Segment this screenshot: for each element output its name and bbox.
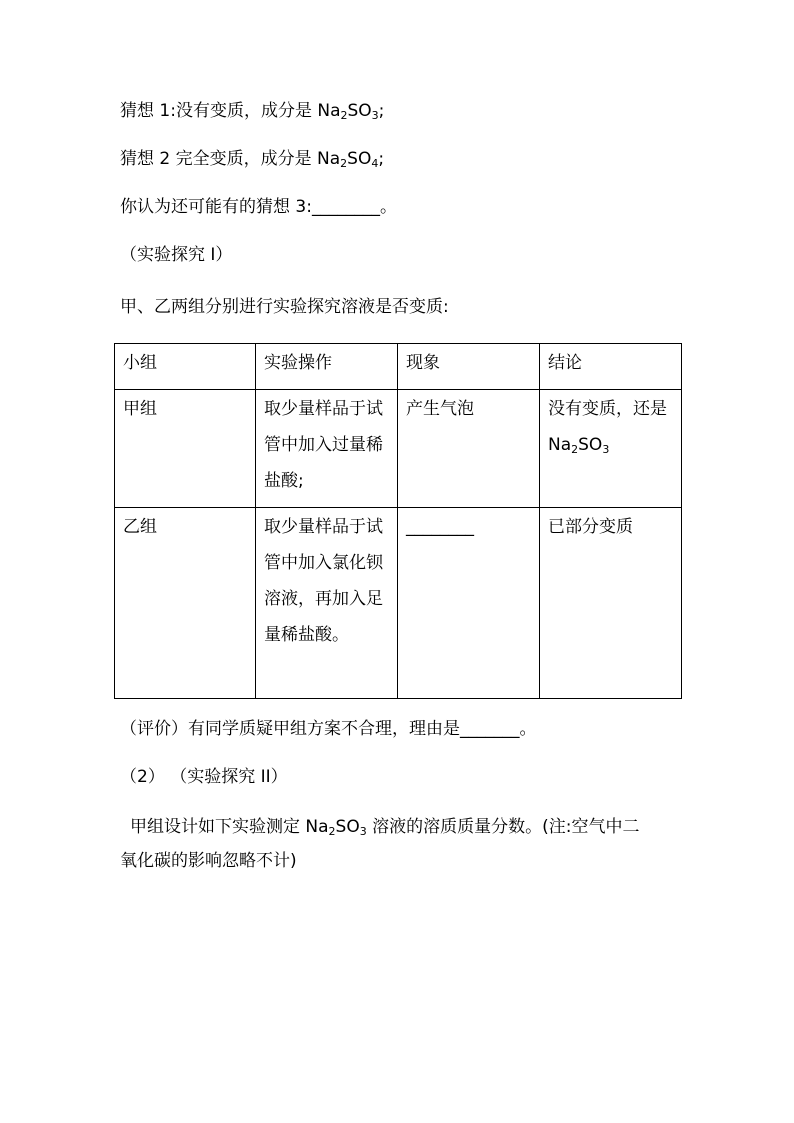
cell-conclusion: 没有变质，还是 $Na_2SO_3$ xyxy=(540,390,682,508)
table-row xyxy=(115,390,682,508)
section-heading-experiment-1: （实验探究 I） xyxy=(120,245,233,265)
evaluation-line: （评价）有同学质疑甲组方案不合理，理由是_______。 xyxy=(120,719,537,739)
design-line: 甲组设计如下实验测定 $Na_2SO_3$ 溶液的溶质质量分数。(注:空气中二 xyxy=(130,817,640,838)
section-heading-experiment-2: （2） （实验探究 II） xyxy=(120,767,288,787)
design-line-continued: 氧化碳的影响忽略不计) xyxy=(120,851,297,871)
cell-conclusion: 已部分变质 xyxy=(540,508,682,699)
header-group: 小组 xyxy=(115,344,256,390)
cell-group: 乙组 xyxy=(115,508,256,699)
header-conclusion: 结论 xyxy=(540,344,682,390)
guess-1-line: 猜想 1:没有变质，成分是 $Na_2SO_3$; xyxy=(120,101,385,122)
cell-operation: 取少量样品于试管中加入过量稀盐酸; xyxy=(256,390,398,508)
header-operation: 实验操作 xyxy=(256,344,398,390)
cell-group: 甲组 xyxy=(115,390,256,508)
table-header-row xyxy=(115,344,682,390)
experiment-table xyxy=(114,343,682,699)
table-row xyxy=(115,508,682,699)
cell-operation: 取少量样品于试管中加入氯化钡溶液，再加入足量稀盐酸。 xyxy=(256,508,398,699)
cell-phenomenon: 产生气泡 xyxy=(398,390,540,508)
guess-2-line: 猜想 2 完全变质，成分是 $Na_2SO_4$; xyxy=(120,149,385,170)
guess-3-line: 你认为还可能有的猜想 3:________。 xyxy=(120,197,397,217)
header-phenomenon: 现象 xyxy=(398,344,540,390)
experiment-intro: 甲、乙两组分别进行实验探究溶液是否变质: xyxy=(120,297,449,317)
cell-phenomenon-blank: ________ xyxy=(398,508,540,699)
